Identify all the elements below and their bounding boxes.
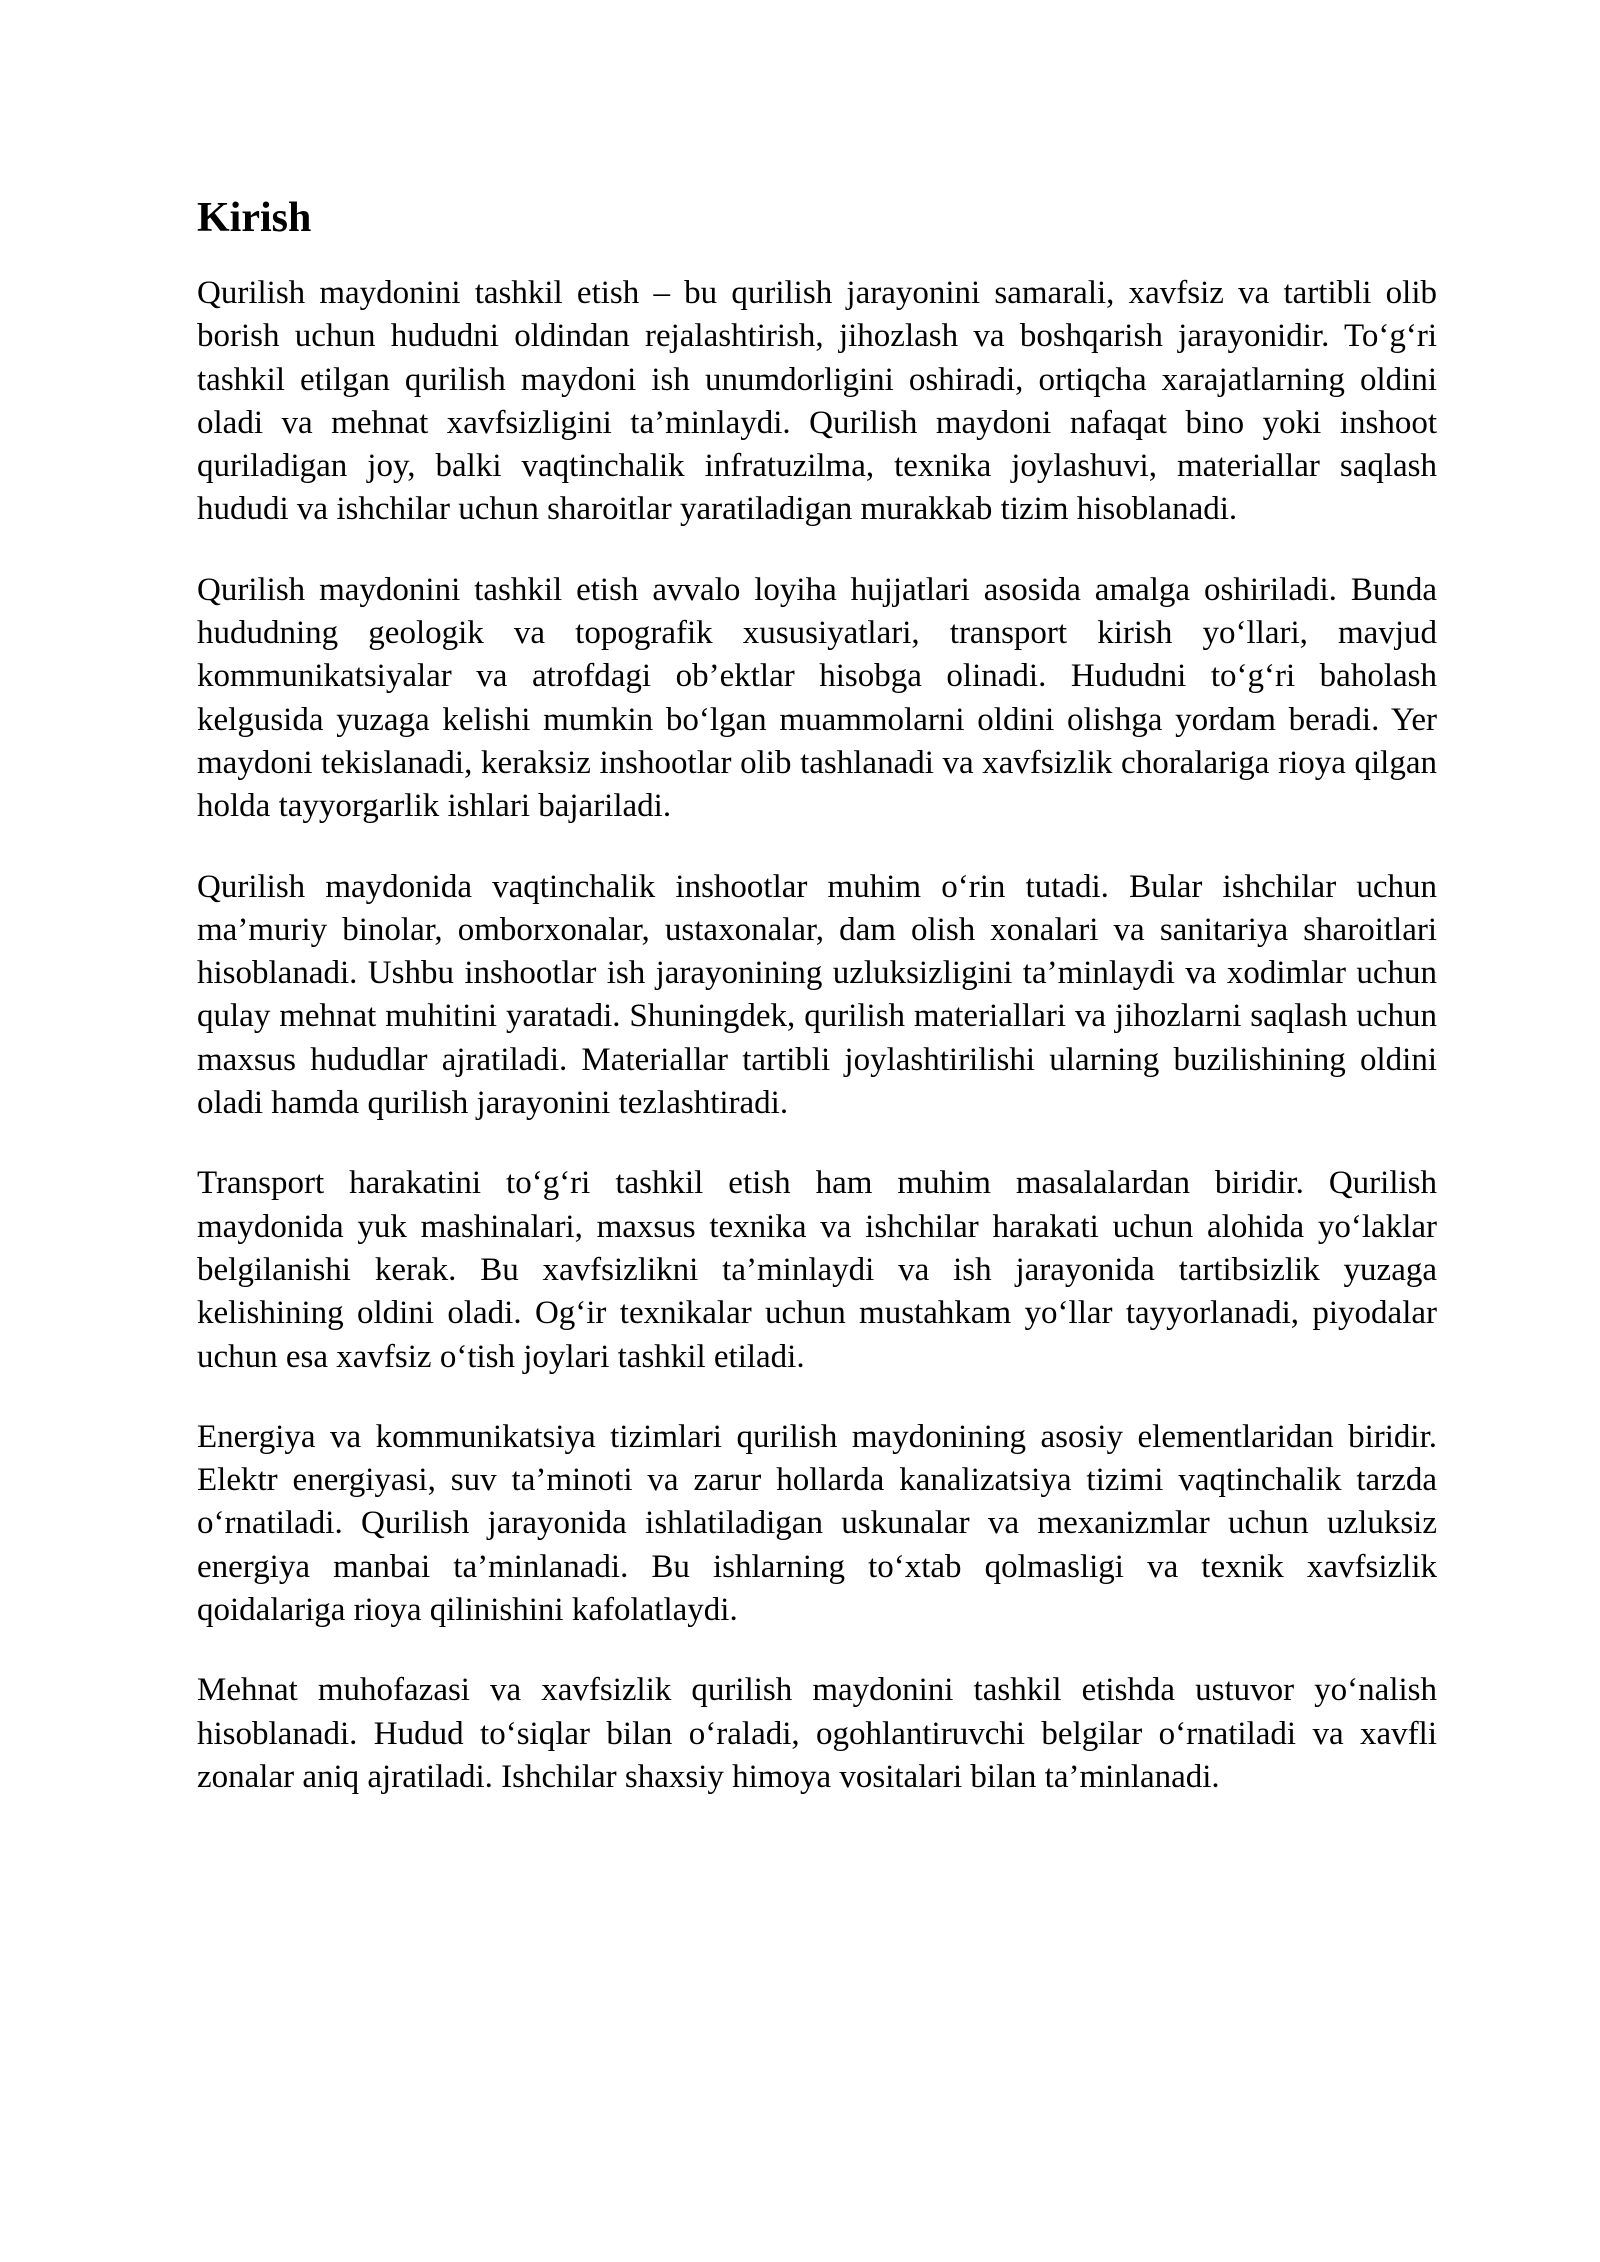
paragraph-1: Qurilish maydonini tashkil etish – bu qurilish jarayonini samarali, xavfsiz va tartibli olib borish uchun hududni oldindan rejalashtirish, jihozlash va boshqarish jarayonidir. To‘g‘ri tashkil etilgan qurilish maydoni ish unumdorligini oshiradi, ortiqcha xarajatlarning oldini oladi va mehnat xavfsizligini ta’minlaydi. Qurilish maydoni nafaqat bino yoki inshoot quriladigan joy, balki vaqtinchalik infratuzilma, texnika joylashuvi, materiallar saqlash hududi va ishchilar uchun sharoitlar yaratiladigan murakkab tizim hisoblanadi. <box>197 275 1437 528</box>
paragraph-4: Transport harakatini to‘g‘ri tashkil etish ham muhim masalalardan biridir. Qurilish maydonida yuk mashinalari, maxsus texnika va ishchilar harakati uchun alohida yo‘laklar belgilanishi kerak. Bu xavfsizlikni ta’minlaydi va ish jarayonida tartibsizlik yuzaga kelishining oldini oladi. Og‘ir texnikalar uchun mustahkam yo‘llar tayyorlanadi, piyodalar uchun esa xavfsiz o‘tish joylari tashkil etiladi. <box>197 1165 1437 1375</box>
paragraph-5: Energiya va kommunikatsiya tizimlari qurilish maydonining asosiy elementlaridan biridir. Elektr energiyasi, suv ta’minoti va zarur hollarda kanalizatsiya tizimi vaqtinchalik tarzda o‘rnatiladi. Qurilish jarayonida ishlatiladigan uskunalar va mexanizmlar uchun uzluksiz energiya manbai ta’minlanadi. Bu ishlarning to‘xtab qolmasligi va texnik xavfsizlik qoidalariga rioya qilinishini kafolatlaydi. <box>197 1418 1437 1629</box>
paragraph-3: Qurilish maydonida vaqtinchalik inshootlar muhim o‘rin tutadi. Bular ishchilar uchun ma’muriy binolar, omborxonalar, ustaxonalar, dam olish xonalari va sanitariya sharoitlari hisoblanadi. Ushbu inshootlar ish jarayonining uzluksizligini ta’minlaydi va xodimlar uchun qulay mehnat muhitini yaratadi. Shuningdek, qurilish materiallari va jihozlarni saqlash uchun maxsus hududlar ajratiladi. Materiallar tartibli joylashtirilishi ularning buzilishining oldini oladi hamda qurilish jarayonini tezlashtiradi. <box>197 868 1437 1122</box>
paragraph-6: Mehnat muhofazasi va xavfsizlik qurilish maydonini tashkil etishda ustuvor yo‘nalish hisoblanadi. Hudud to‘siqlar bilan o‘raladi, ogohlantiruvchi belgilar o‘rnatiladi va xavfli zonalar aniq ajratiladi. Ishchilar shaxsiy himoya vositalari bilan ta’minlanadi. <box>197 1672 1437 1795</box>
page-title: Kirish <box>197 195 312 241</box>
paragraph-2: Qurilish maydonini tashkil etish avvalo loyiha hujjatlari asosida amalga oshiriladi. Bunda hududning geologik va topografik xususiyatlari, transport kirish yo‘llari, mavjud kommunikatsiyalar va atrofdagi ob’ektlar hisobga olinadi. Hududni to‘g‘ri baholash kelgusida yuzaga kelishi mumkin bo‘lgan muammolarni oldini olishga yordam beradi. Yer maydoni tekislanadi, keraksiz inshootlar olib tashlanadi va xavfsizlik choralariga rioya qilgan holda tayyorgarlik ishlari bajariladi. <box>197 571 1437 825</box>
document-page <box>197 190 1437 1836</box>
